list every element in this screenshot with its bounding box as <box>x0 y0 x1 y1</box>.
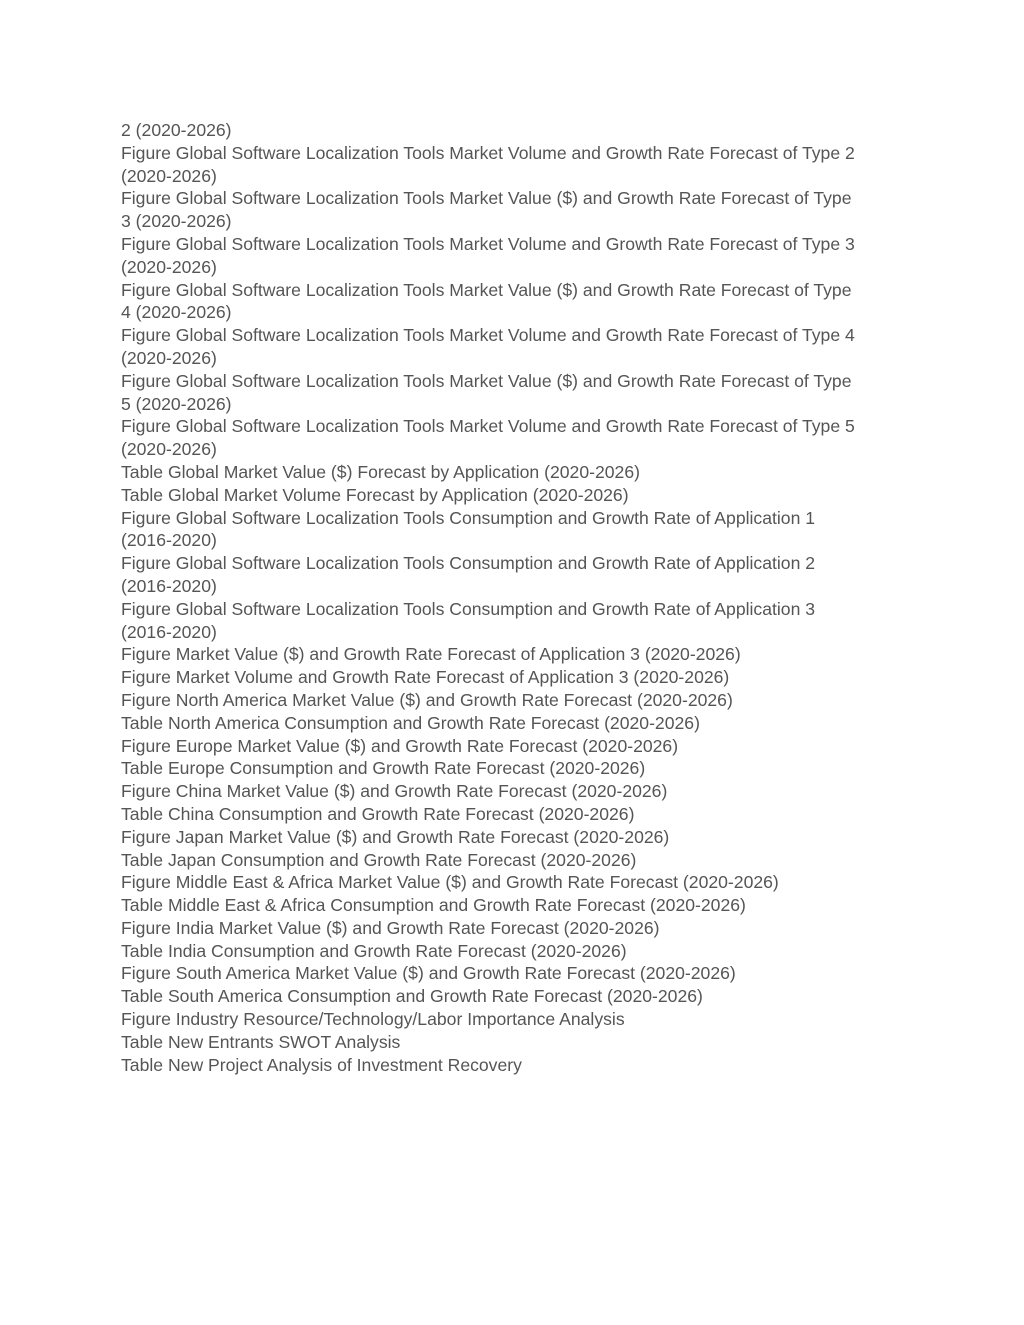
text-line: Figure South America Market Value ($) and Growth Rate Forecast (2020-2026) <box>121 963 736 984</box>
text-line: Figure Global Software Localization Tools Consumption and Growth Rate of Application 1 <box>121 507 816 528</box>
text-line: Figure China Market Value ($) and Growth Rate Forecast (2020-2026) <box>121 781 668 802</box>
text-line: Figure Industry Resource/Technology/Labor Importance Analysis <box>121 1009 625 1030</box>
text-line: Figure Europe Market Value ($) and Growth Rate Forecast (2020-2026) <box>121 735 679 756</box>
text-line: (2020-2026) <box>121 439 217 460</box>
text-line: Figure Japan Market Value ($) and Growth Rate Forecast (2020-2026) <box>121 826 670 847</box>
text-line: Table Global Market Volume Forecast by Application (2020-2026) <box>121 484 629 505</box>
document-body <box>121 119 901 1076</box>
text-line: (2016-2020) <box>121 575 217 596</box>
text-line: Table South America Consumption and Growth Rate Forecast (2020-2026) <box>121 986 703 1007</box>
text-line: Table Europe Consumption and Growth Rate Forecast (2020-2026) <box>121 758 646 779</box>
text-line: Figure Global Software Localization Tools Market Value ($) and Growth Rate Forecast of Type <box>121 188 852 209</box>
text-line: Figure Global Software Localization Tools Market Volume and Growth Rate Forecast of Type 4 <box>121 325 855 346</box>
text-line: Table Middle East & Africa Consumption and Growth Rate Forecast (2020-2026) <box>121 895 746 916</box>
text-line: Figure North America Market Value ($) and Growth Rate Forecast (2020-2026) <box>121 689 733 710</box>
text-line: Table New Entrants SWOT Analysis <box>121 1031 401 1052</box>
text-line: Figure Global Software Localization Tools Market Volume and Growth Rate Forecast of Type 2 <box>121 142 855 163</box>
text-line: 2 (2020-2026) <box>121 120 232 140</box>
text-line: Table New Project Analysis of Investment Recovery <box>121 1054 522 1075</box>
text-line: Figure Global Software Localization Tools Consumption and Growth Rate of Application 2 <box>121 553 816 574</box>
text-line: (2016-2020) <box>121 621 217 642</box>
text-line: Figure Global Software Localization Tools Market Volume and Growth Rate Forecast of Type 5 <box>121 416 855 437</box>
text-line: (2020-2026) <box>121 256 217 277</box>
text-line: Figure Global Software Localization Tools Market Volume and Growth Rate Forecast of Type 3 <box>121 233 855 254</box>
text-line: 5 (2020-2026) <box>121 393 232 414</box>
text-line: 3 (2020-2026) <box>121 211 232 232</box>
text-line: Figure Global Software Localization Tools Market Value ($) and Growth Rate Forecast of Type <box>121 279 852 300</box>
text-line: Table North America Consumption and Growth Rate Forecast (2020-2026) <box>121 712 700 733</box>
text-line: (2020-2026) <box>121 165 217 186</box>
text-line: Figure Market Volume and Growth Rate Forecast of Application 3 (2020-2026) <box>121 667 730 688</box>
text-line: Figure India Market Value ($) and Growth Rate Forecast (2020-2026) <box>121 917 660 938</box>
text-line: Table China Consumption and Growth Rate Forecast (2020-2026) <box>121 803 635 824</box>
text-line: Figure Global Software Localization Tools Consumption and Growth Rate of Application 3 <box>121 598 816 619</box>
text-line: Table India Consumption and Growth Rate Forecast (2020-2026) <box>121 940 627 961</box>
text-line: 4 (2020-2026) <box>121 302 232 323</box>
text-line: Figure Middle East & Africa Market Value ($) and Growth Rate Forecast (2020-2026) <box>121 872 779 893</box>
text-line: (2016-2020) <box>121 530 217 551</box>
text-line: Table Japan Consumption and Growth Rate Forecast (2020-2026) <box>121 849 637 870</box>
text-line: Table Global Market Value ($) Forecast by Application (2020-2026) <box>121 461 640 482</box>
text-line: Figure Global Software Localization Tools Market Value ($) and Growth Rate Forecast of Type <box>121 370 852 391</box>
text-line: (2020-2026) <box>121 347 217 368</box>
text-line: Figure Market Value ($) and Growth Rate Forecast of Application 3 (2020-2026) <box>121 644 741 665</box>
